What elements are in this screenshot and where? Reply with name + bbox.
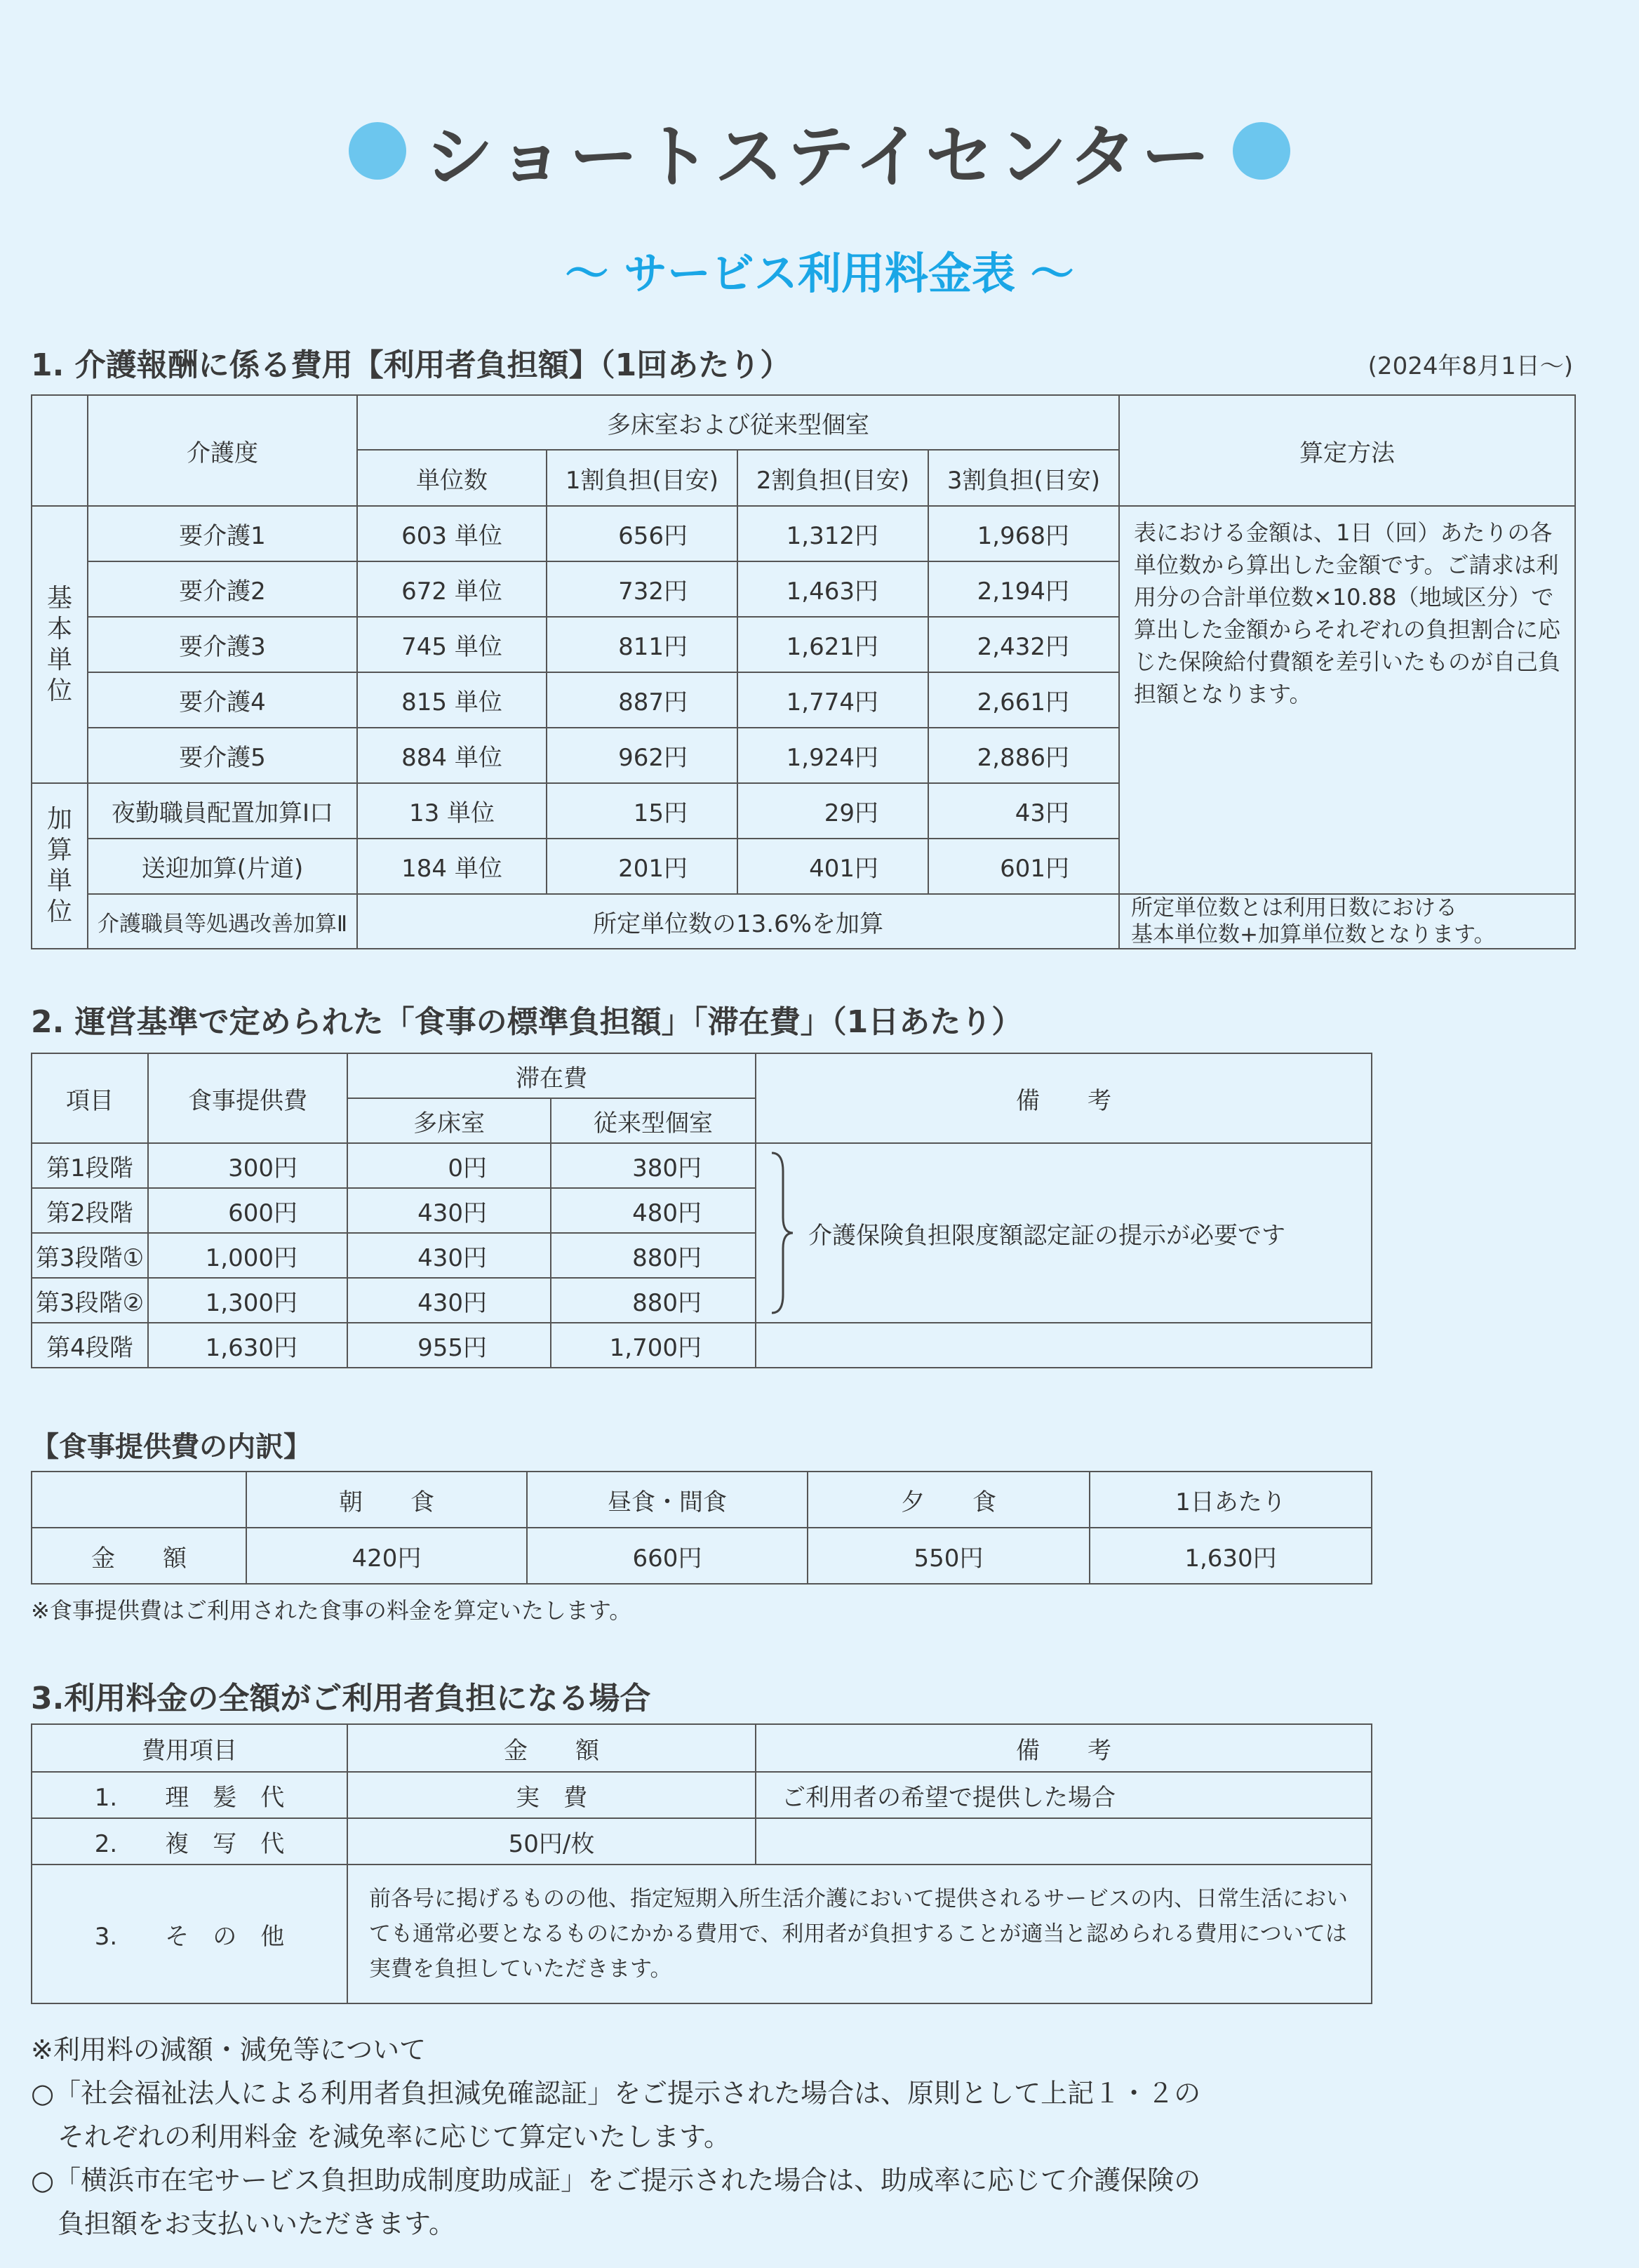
row-item: 第3段階① (32, 1233, 148, 1278)
header-blank (32, 395, 88, 506)
row-w3: 43円 (928, 783, 1119, 839)
col-meal: 食事提供費 (148, 1053, 347, 1143)
page-title: ショートステイセンター (424, 116, 1215, 197)
table-row (32, 1865, 1372, 2003)
col-kaigodo: 介護度 (88, 395, 357, 506)
improve-note (1119, 894, 1575, 949)
method-text: 表における金額は、1日（回）あたりの各単位数から算出した金額です。ご請求は利用分の合計単位数×10.88（地域区分）で算出した金額からそれぞれの負担割合に応じた保険給付費額を差引いたものが自己負担額となります。 (1119, 506, 1575, 894)
row-private: 880円 (551, 1233, 756, 1278)
row-w2: 1,924円 (737, 728, 928, 783)
row-item: 第4段階 (32, 1323, 148, 1368)
row-units: 815 単位 (357, 672, 547, 728)
row-units: 884 単位 (357, 728, 547, 783)
footer-line4: ○「横浜市在宅サービス負担助成制度助成証」をご提示された場合は、助成率に応じて介護保険の (31, 2165, 1201, 2196)
care-fee-table (31, 394, 1576, 949)
row-meal: 1,000円 (148, 1233, 347, 1278)
col-method: 算定方法 (1119, 395, 1575, 506)
row-name: 夜勤職員配置加算Ⅰ口 (88, 783, 357, 839)
meal-row-label: 金 額 (32, 1528, 246, 1584)
left-dot (349, 122, 406, 180)
row-item: 2. 複 写 代 (32, 1818, 347, 1865)
row-name: 要介護5 (88, 728, 357, 783)
label-add (32, 783, 88, 949)
row-item: 3. そ の 他 (32, 1865, 347, 2003)
improve-note-line2: 基本単位数+加算単位数となります。 (1131, 922, 1496, 947)
footer-line3: それぞれの利用料金 を減免率に応じて算定いたします。 (31, 2121, 731, 2152)
col-group: 多床室および従来型個室 (357, 395, 1119, 450)
row-w2: 1,312円 (737, 506, 928, 561)
label-basic-text: 基本単位 (46, 583, 72, 705)
meal-breakdown-table (31, 1471, 1372, 1585)
dinner-value: 550円 (808, 1528, 1090, 1584)
col-day: 1日あたり (1090, 1472, 1372, 1528)
row-w1: 201円 (547, 839, 737, 894)
meal-blank (32, 1472, 246, 1528)
row-name: 要介護3 (88, 617, 357, 672)
row-w2: 401円 (737, 839, 928, 894)
row-w2: 1,463円 (737, 561, 928, 617)
col-amount: 金 額 (347, 1724, 756, 1772)
meal-stay-table (31, 1053, 1372, 1368)
row-w3: 601円 (928, 839, 1119, 894)
table-row (32, 1143, 1372, 1188)
row-item: 第3段階② (32, 1278, 148, 1323)
row-private: 480円 (551, 1188, 756, 1233)
row-multi: 955円 (347, 1323, 551, 1368)
meal-footnote: ※食事提供費はご利用された食事の料金を算定いたします。 (31, 1597, 632, 1624)
title-row (0, 105, 1639, 196)
row-multi: 430円 (347, 1233, 551, 1278)
col-stay: 滞在費 (347, 1053, 756, 1098)
row-w1: 811円 (547, 617, 737, 672)
row-w2: 1,621円 (737, 617, 928, 672)
row-units: 672 単位 (357, 561, 547, 617)
row-w1: 656円 (547, 506, 737, 561)
improve-name: 介護職員等処遇改善加算Ⅱ (88, 894, 357, 949)
note-empty (756, 1323, 1372, 1368)
row-name: 送迎加算(片道) (88, 839, 357, 894)
col-private: 従来型個室 (551, 1098, 756, 1143)
row-multi: 430円 (347, 1278, 551, 1323)
row-private: 880円 (551, 1278, 756, 1323)
row-name: 要介護2 (88, 561, 357, 617)
row-item: 第1段階 (32, 1143, 148, 1188)
row-multi: 430円 (347, 1188, 551, 1233)
row-amount: 50円/枚 (347, 1818, 756, 1865)
row-w3: 2,661円 (928, 672, 1119, 728)
footer-line1: ※利用料の減額・減免等について (31, 2034, 427, 2065)
label-basic (32, 506, 88, 783)
row-note-long: 前各号に掲げるものの他、指定短期入所生活介護において提供されるサービスの内、日常生活においても通常必要となるものにかかる費用で、利用者が負担することが適当と認められる費用については実費を負担していただきます。 (347, 1865, 1372, 2003)
row-multi: 0円 (347, 1143, 551, 1188)
row-meal: 600円 (148, 1188, 347, 1233)
stage-note: 介護保険負担限度額認定証の提示が必要です (808, 1221, 1285, 1250)
row-name: 要介護4 (88, 672, 357, 728)
note-cell (756, 1143, 1372, 1323)
row-w1: 15円 (547, 783, 737, 839)
footer-line5: 負担額をお支払いいただきます。 (31, 2208, 455, 2239)
footer-line2: ○「社会福祉法人による利用者負担減免確認証」をご提示された場合は、原則として上記１・２の (31, 2078, 1201, 2109)
col-dinner: 夕 食 (808, 1472, 1090, 1528)
row-units: 13 単位 (357, 783, 547, 839)
row-meal: 300円 (148, 1143, 347, 1188)
curly-brace-icon (768, 1150, 796, 1316)
table-row (32, 1528, 1372, 1584)
right-dot (1233, 122, 1290, 180)
row-private: 380円 (551, 1143, 756, 1188)
col-item: 項目 (32, 1053, 148, 1143)
table-row (32, 1772, 1372, 1818)
section2-heading: 2. 運営基準で定められた「食事の標準負担額」「滞在費」（1日あたり） (31, 1004, 1023, 1040)
page-subtitle: 〜 サービス利用料金表 〜 (565, 248, 1074, 299)
row-w3: 1,968円 (928, 506, 1119, 561)
section1-heading: 1. 介護報酬に係る費用【利用者負担額】（1回あたり） (31, 347, 791, 383)
lunch-value: 660円 (527, 1528, 808, 1584)
col-note: 備 考 (756, 1053, 1372, 1143)
col-2wari: 2割負担(目安) (737, 450, 928, 506)
col-3wari: 3割負担(目安) (928, 450, 1119, 506)
row-w3: 2,886円 (928, 728, 1119, 783)
col-1wari: 1割負担(目安) (547, 450, 737, 506)
row-w1: 887円 (547, 672, 737, 728)
table-row (32, 894, 1575, 949)
col-lunch: 昼食・間食 (527, 1472, 808, 1528)
row-w3: 2,194円 (928, 561, 1119, 617)
day-value: 1,630円 (1090, 1528, 1372, 1584)
col-note: 備 考 (756, 1724, 1372, 1772)
label-add-text: 加算単位 (46, 805, 72, 926)
row-w2: 1,774円 (737, 672, 928, 728)
row-w1: 962円 (547, 728, 737, 783)
note-brace-wrap (768, 1150, 1371, 1316)
row-meal: 1,300円 (148, 1278, 347, 1323)
row-item: 1. 理 髪 代 (32, 1772, 347, 1818)
row-amount: 実 費 (347, 1772, 756, 1818)
row-units: 184 単位 (357, 839, 547, 894)
effective-date: (2024年8月1日〜) (1367, 352, 1573, 380)
col-multi: 多床室 (347, 1098, 551, 1143)
row-w2: 29円 (737, 783, 928, 839)
row-name: 要介護1 (88, 506, 357, 561)
table-row (32, 1323, 1372, 1368)
row-units: 745 単位 (357, 617, 547, 672)
breakfast-value: 420円 (246, 1528, 527, 1584)
row-note: ご利用者の希望で提供した場合 (756, 1772, 1372, 1818)
meal-heading: 【食事提供費の内訳】 (31, 1431, 312, 1463)
row-w1: 732円 (547, 561, 737, 617)
col-item: 費用項目 (32, 1724, 347, 1772)
col-units: 単位数 (357, 450, 547, 506)
row-note (756, 1818, 1372, 1865)
improve-value: 所定単位数の13.6%を加算 (357, 894, 1119, 949)
table-row (32, 506, 1575, 561)
full-charge-table (31, 1723, 1372, 2004)
col-breakfast: 朝 食 (246, 1472, 527, 1528)
row-w3: 2,432円 (928, 617, 1119, 672)
row-private: 1,700円 (551, 1323, 756, 1368)
row-units: 603 単位 (357, 506, 547, 561)
section3-heading: 3.利用料金の全額がご利用者負担になる場合 (31, 1681, 651, 1716)
footer-notes (31, 2028, 1200, 2246)
improve-note-line1: 所定単位数とは利用日数における (1131, 895, 1457, 921)
row-meal: 1,630円 (148, 1323, 347, 1368)
row-item: 第2段階 (32, 1188, 148, 1233)
table-row (32, 1818, 1372, 1865)
